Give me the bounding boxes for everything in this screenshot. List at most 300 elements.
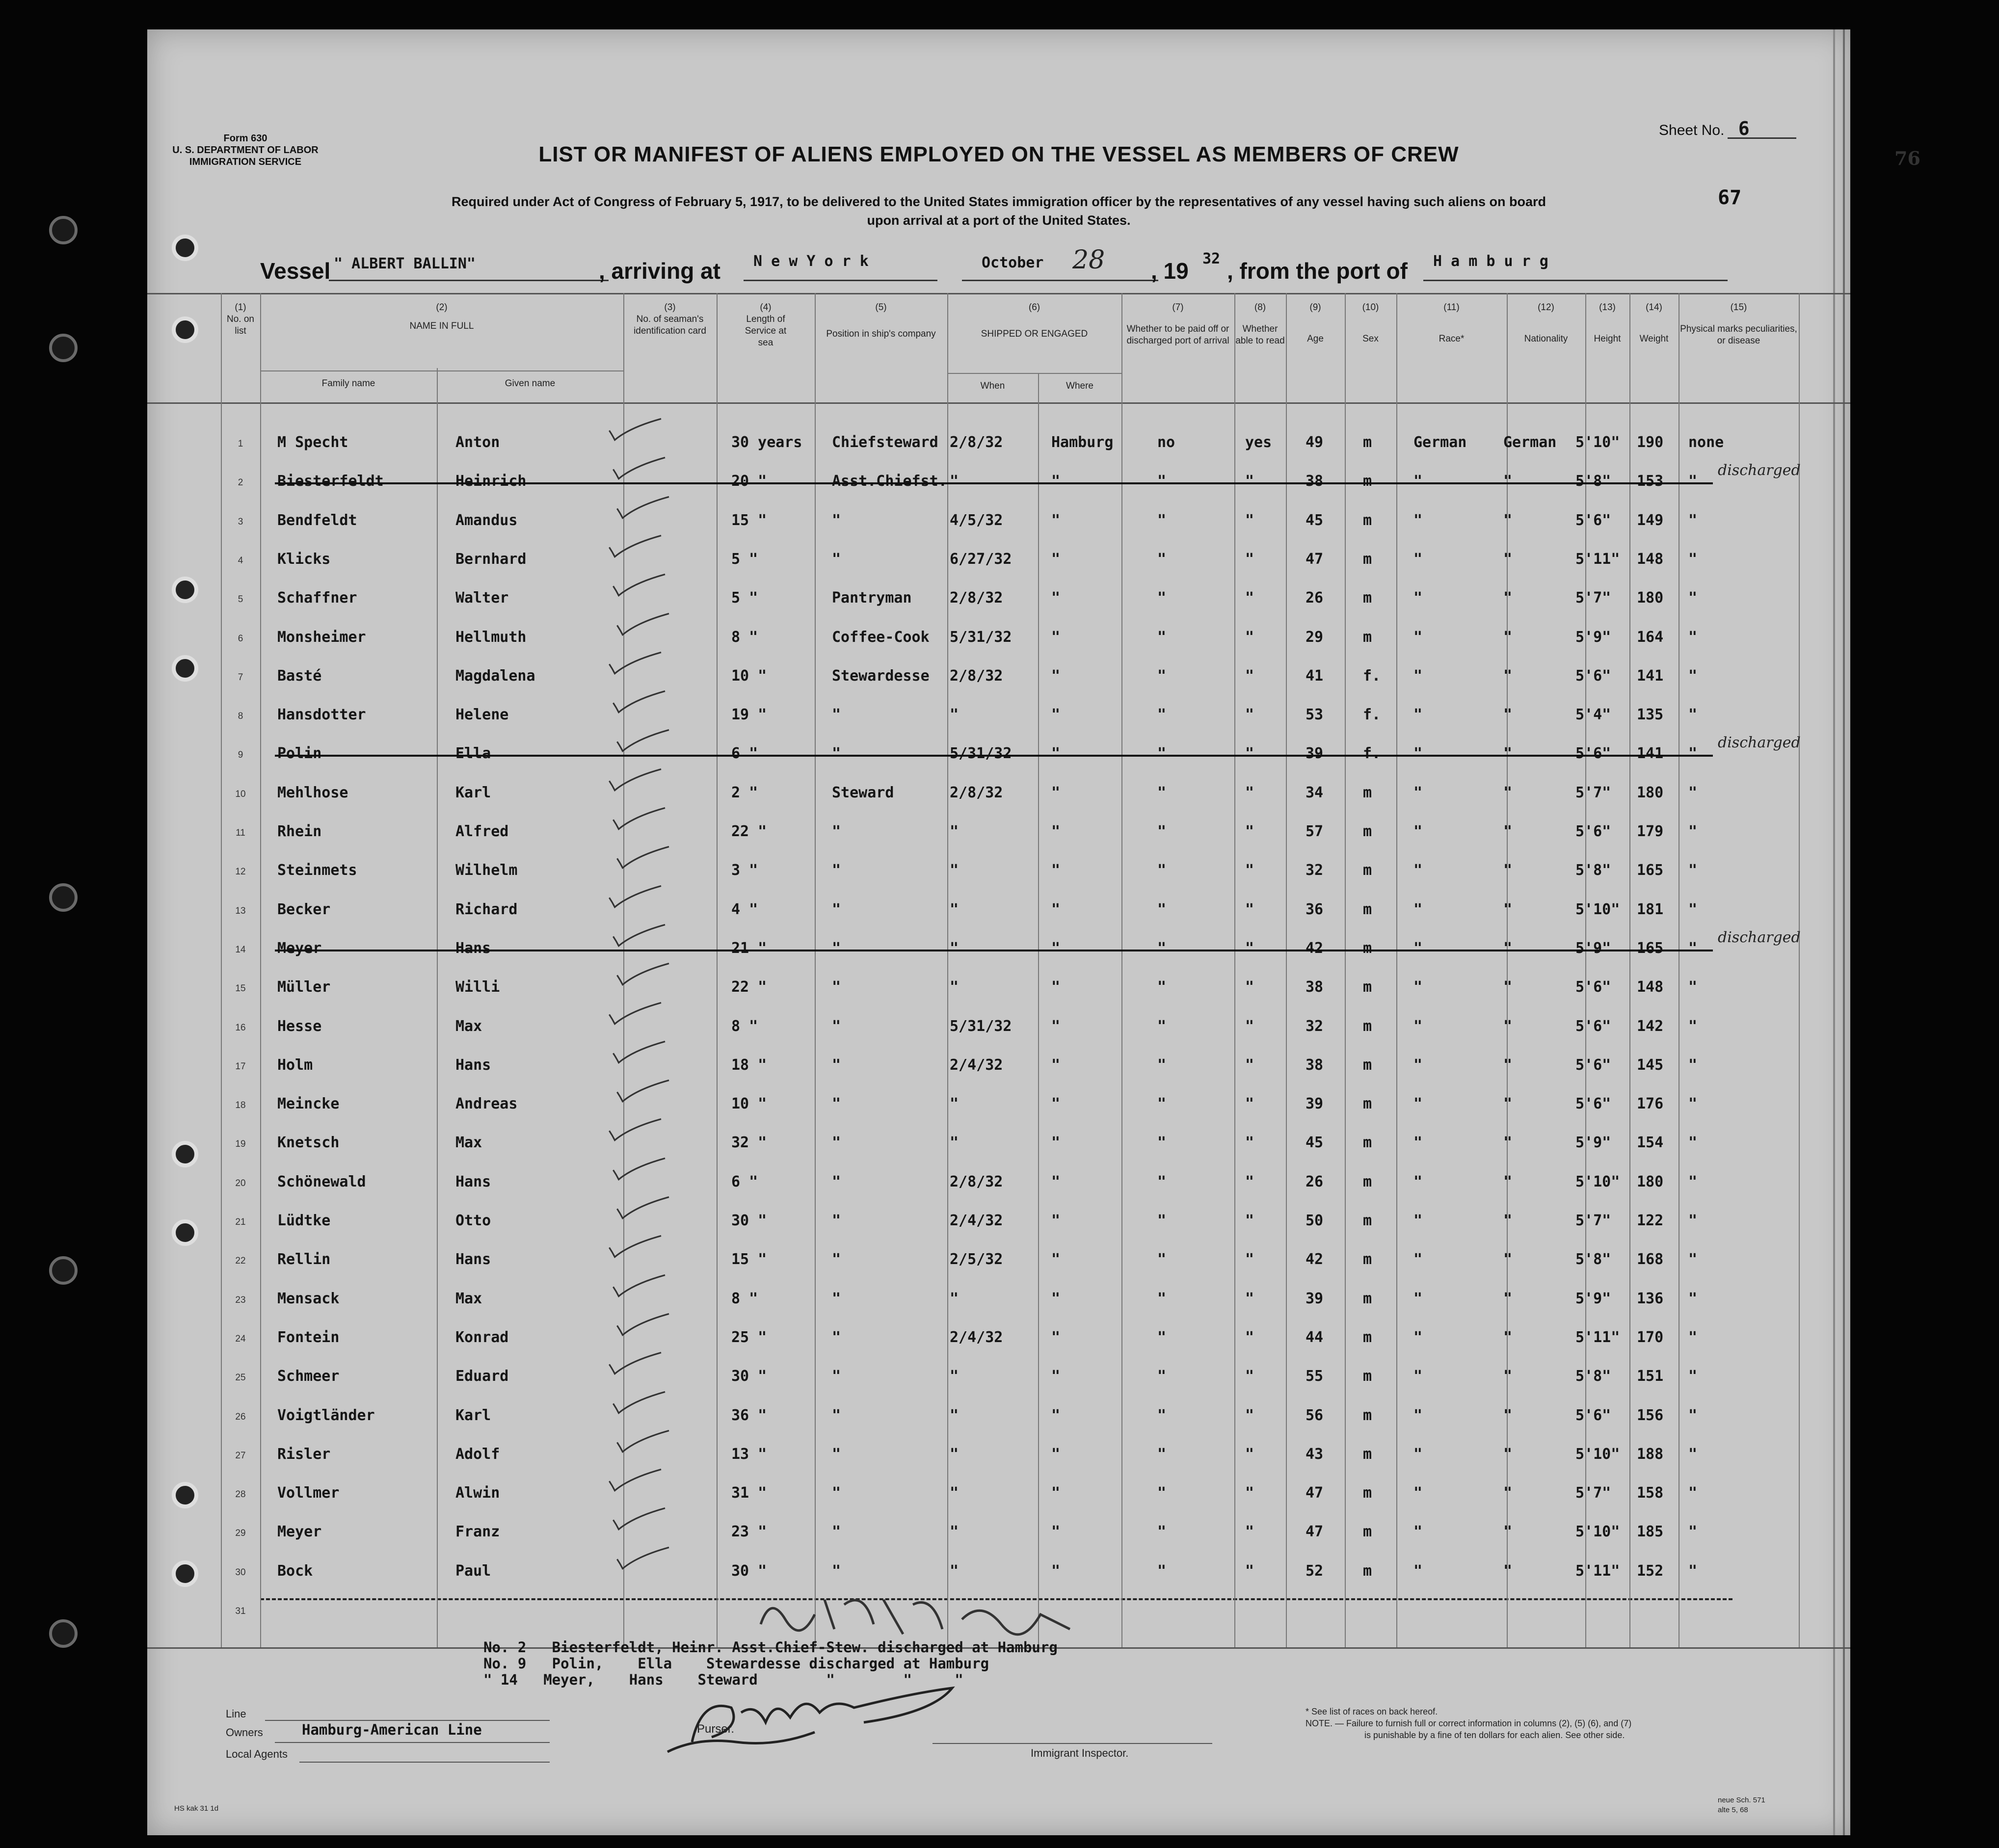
cell-service-length: 30 "	[731, 1212, 767, 1229]
cell-physical-marks: "	[1688, 1173, 1698, 1190]
cell-sex: m	[1363, 550, 1372, 568]
departure-port: H a m b u r g	[1433, 253, 1548, 270]
cell-race: "	[1413, 1445, 1423, 1463]
cell-shipped-where: "	[1051, 1328, 1061, 1346]
cell-able-to-read: "	[1245, 862, 1254, 879]
cell-given-name: Willi	[455, 978, 500, 996]
binder-hole	[49, 216, 78, 244]
cell-given-name: Hans	[455, 1251, 491, 1268]
cell-race: "	[1413, 1484, 1423, 1502]
cell-family-name: Bendfeldt	[277, 511, 357, 529]
cell-sex: m	[1363, 1134, 1372, 1152]
cell-shipped-where: "	[1051, 823, 1061, 840]
page-stamp: 67	[1718, 186, 1742, 209]
cell-family-name: Schaffner	[277, 589, 357, 607]
cell-nationality: "	[1503, 628, 1513, 646]
cell-position: Asst.Chiefst.	[832, 473, 947, 490]
cell-nationality: "	[1503, 862, 1513, 879]
cell-given-name: Hans	[455, 1056, 491, 1074]
cell-age: 42	[1306, 939, 1324, 957]
binder-hole	[49, 1256, 78, 1285]
corner-note: neue Sch. 571	[1718, 1796, 1765, 1804]
cell-age: 43	[1306, 1445, 1324, 1463]
cell-height: 5'6"	[1575, 1095, 1611, 1113]
cell-shipped-when: "	[950, 862, 959, 879]
col-divider	[815, 293, 816, 1647]
cell-able-to-read: "	[1245, 473, 1254, 490]
corner-note: alte 5, 68	[1718, 1806, 1748, 1814]
check-mark-icon	[606, 765, 665, 794]
cell-able-to-read: "	[1245, 1445, 1254, 1463]
sheet-number-block	[1659, 118, 1750, 139]
col-divider	[1286, 293, 1287, 1647]
inspector-underline	[933, 1743, 1212, 1744]
cell-able-to-read: "	[1245, 939, 1254, 957]
cell-position: "	[832, 1328, 841, 1346]
cell-row-number: 30	[235, 1567, 246, 1578]
cell-paid-off: "	[1157, 1251, 1167, 1268]
cell-given-name: Otto	[455, 1212, 491, 1229]
cell-able-to-read: "	[1245, 745, 1254, 763]
cell-sex: m	[1363, 1328, 1372, 1346]
cell-shipped-where: "	[1051, 1290, 1061, 1307]
cell-able-to-read: "	[1245, 1017, 1254, 1035]
cell-age: 39	[1306, 1290, 1324, 1307]
port-label: , from the port of	[1227, 258, 1408, 284]
cell-position: Chiefsteward	[832, 434, 938, 451]
cell-shipped-when: 4/5/32	[950, 511, 1003, 529]
arriving-port: N e w Y o r k	[753, 253, 869, 270]
cell-height: 5'6"	[1575, 1406, 1611, 1424]
cell-sex: m	[1363, 1017, 1372, 1035]
cell-family-name: M Specht	[277, 434, 348, 451]
cell-weight: 190	[1637, 434, 1664, 451]
cell-able-to-read: "	[1245, 1212, 1254, 1229]
cell-able-to-read: "	[1245, 978, 1254, 996]
cell-shipped-where: "	[1051, 550, 1061, 568]
cell-age: 57	[1306, 823, 1324, 840]
col-header-family: Family name	[321, 378, 375, 389]
col-divider	[1396, 293, 1397, 1647]
cell-family-name: Bock	[277, 1562, 313, 1580]
check-mark-icon	[610, 1504, 669, 1533]
discharge-note: No. 9 Polin, Ella Stewardesse discharged at Hamburg	[483, 1655, 989, 1672]
cell-race: "	[1413, 978, 1423, 996]
cell-paid-off: "	[1157, 1056, 1167, 1074]
cell-shipped-where: "	[1051, 473, 1061, 490]
col-header-height: (13) Height	[1594, 302, 1621, 344]
cell-nationality: "	[1503, 900, 1513, 918]
cell-family-name: Hesse	[277, 1017, 322, 1035]
cell-position: "	[832, 978, 841, 996]
cell-given-name: Konrad	[455, 1328, 509, 1346]
cell-service-length: 2 "	[731, 784, 758, 801]
cell-race: "	[1413, 1562, 1423, 1580]
cell-weight: 176	[1637, 1095, 1664, 1113]
page-edge	[1833, 29, 1835, 1835]
ring-reinforcement	[172, 1219, 198, 1246]
arrival-day: 28	[1072, 245, 1105, 275]
cell-height: 5'6"	[1575, 978, 1611, 996]
cell-weight: 135	[1637, 706, 1664, 724]
cell-physical-marks: "	[1688, 473, 1698, 490]
cell-shipped-when: "	[950, 1406, 959, 1424]
cell-weight: 154	[1637, 1134, 1664, 1152]
cell-family-name: Becker	[277, 900, 331, 918]
handwritten-discharged-note: discharged	[1718, 462, 1801, 479]
cell-row-number: 2	[238, 477, 243, 488]
sheet-label: Sheet No.	[1659, 122, 1725, 138]
cell-service-length: 31 "	[731, 1484, 767, 1502]
cell-shipped-when: "	[950, 473, 959, 490]
cell-physical-marks: "	[1688, 511, 1698, 529]
cell-physical-marks: "	[1688, 1562, 1698, 1580]
cell-race: "	[1413, 784, 1423, 801]
vessel-label: Vessel	[260, 258, 331, 284]
penalty-note: NOTE. — Failure to furnish full or correct information in columns (2), (5) (6), and (7)	[1306, 1718, 1632, 1728]
cell-able-to-read: "	[1245, 1173, 1254, 1190]
cell-family-name: Schönewald	[277, 1173, 366, 1190]
cell-height: 5'9"	[1575, 628, 1611, 646]
cell-able-to-read: "	[1245, 1406, 1254, 1424]
col-header-race: (11) Race*	[1439, 302, 1465, 344]
cell-height: 5'6"	[1575, 1017, 1611, 1035]
cell-paid-off: "	[1157, 1368, 1167, 1385]
cell-paid-off: "	[1157, 1328, 1167, 1346]
cell-paid-off: no	[1157, 434, 1175, 451]
cell-height: 5'11"	[1575, 1562, 1620, 1580]
cell-shipped-when: 2/4/32	[950, 1056, 1003, 1074]
cell-physical-marks: "	[1688, 667, 1698, 685]
purser-signature	[658, 1678, 972, 1762]
cell-height: 5'6"	[1575, 823, 1611, 840]
cell-weight: 153	[1637, 473, 1664, 490]
cell-physical-marks: "	[1688, 1406, 1698, 1424]
ring-reinforcement	[172, 577, 198, 603]
cell-shipped-when: 2/4/32	[950, 1328, 1003, 1346]
cell-given-name: Adolf	[455, 1445, 500, 1463]
cell-height: 5'4"	[1575, 706, 1611, 724]
cell-position: "	[832, 939, 841, 957]
col-header-age: (9) Age	[1307, 302, 1324, 344]
cell-row-number: 20	[235, 1178, 246, 1188]
cell-race: "	[1413, 473, 1423, 490]
cell-paid-off: "	[1157, 1562, 1167, 1580]
cell-sex: m	[1363, 862, 1372, 879]
cell-row-number: 23	[235, 1294, 246, 1305]
line-label: Line	[226, 1708, 246, 1720]
cell-paid-off: "	[1157, 939, 1167, 957]
cell-nationality: "	[1503, 823, 1513, 840]
binder-hole	[49, 1619, 78, 1648]
cell-nationality: "	[1503, 589, 1513, 607]
cell-race: "	[1413, 667, 1423, 685]
cell-weight: 152	[1637, 1562, 1664, 1580]
cell-row-number: 21	[235, 1217, 246, 1227]
cell-physical-marks: "	[1688, 1290, 1698, 1307]
cell-position: Steward	[832, 784, 894, 801]
cell-shipped-when: "	[950, 1095, 959, 1113]
cell-able-to-read: "	[1245, 1134, 1254, 1152]
cell-sex: f.	[1363, 706, 1381, 724]
cell-physical-marks: none	[1688, 434, 1724, 451]
cell-physical-marks: "	[1688, 628, 1698, 646]
cell-shipped-when: "	[950, 706, 959, 724]
cell-shipped-where: "	[1051, 1523, 1061, 1541]
cell-sex: m	[1363, 1290, 1372, 1307]
col-header-where: Where	[1066, 381, 1093, 391]
cell-sex: m	[1363, 434, 1372, 451]
cell-position: "	[832, 1134, 841, 1152]
cell-age: 29	[1306, 628, 1324, 646]
cell-physical-marks: "	[1688, 1328, 1698, 1346]
cell-position: "	[832, 1445, 841, 1463]
cell-shipped-where: "	[1051, 1368, 1061, 1385]
cell-service-length: 8 "	[731, 628, 758, 646]
cell-family-name: Mehlhose	[277, 784, 348, 801]
cell-race: "	[1413, 589, 1423, 607]
cell-position: Pantryman	[832, 589, 912, 607]
discharge-note: " 14 Meyer, Hans Steward " " "	[483, 1671, 963, 1688]
cell-service-length: 5 "	[731, 589, 758, 607]
cell-given-name: Magdalena	[455, 667, 535, 685]
cell-shipped-where: "	[1051, 667, 1061, 685]
cell-able-to-read: "	[1245, 1290, 1254, 1307]
cell-position: Coffee-Cook	[832, 628, 930, 646]
cell-shipped-where: "	[1051, 862, 1061, 879]
cell-physical-marks: "	[1688, 1134, 1698, 1152]
check-mark-icon	[614, 843, 673, 872]
cell-position: "	[832, 1523, 841, 1541]
cell-physical-marks: "	[1688, 862, 1698, 879]
cell-family-name: Schmeer	[277, 1368, 340, 1385]
cell-age: 55	[1306, 1368, 1324, 1385]
cell-nationality: "	[1503, 706, 1513, 724]
col-header-read: (8) Whether able to read	[1235, 302, 1285, 346]
cell-shipped-where: "	[1051, 939, 1061, 957]
cell-physical-marks: "	[1688, 823, 1698, 840]
cell-given-name: Walter	[455, 589, 509, 607]
cell-row-number: 28	[235, 1489, 246, 1500]
cell-physical-marks: "	[1688, 1523, 1698, 1541]
cell-physical-marks: "	[1688, 900, 1698, 918]
cell-service-length: 25 "	[731, 1328, 767, 1346]
cell-given-name: Alwin	[455, 1484, 500, 1502]
ring-reinforcement	[172, 317, 198, 343]
cell-service-length: 13 "	[731, 1445, 767, 1463]
col-header-id-card: (3) No. of seaman's identification card	[634, 302, 706, 336]
cell-row-number: 4	[238, 555, 243, 566]
cell-able-to-read: "	[1245, 1056, 1254, 1074]
cell-row-number: 22	[235, 1256, 246, 1267]
owners-value: Hamburg-American Line	[302, 1721, 482, 1738]
cell-weight: 156	[1637, 1406, 1664, 1424]
cell-weight: 165	[1637, 862, 1664, 879]
cell-physical-marks: "	[1688, 1212, 1698, 1229]
cell-shipped-where: "	[1051, 784, 1061, 801]
cell-able-to-read: "	[1245, 1368, 1254, 1385]
cell-weight: 141	[1637, 667, 1664, 685]
strike-through-line	[275, 482, 1713, 484]
cell-row-number: 15	[235, 983, 246, 994]
cell-service-length: 23 "	[731, 1523, 767, 1541]
cell-physical-marks: "	[1688, 550, 1698, 568]
cell-row-number: 14	[235, 944, 246, 955]
check-mark-icon	[614, 959, 673, 989]
cell-paid-off: "	[1157, 1406, 1167, 1424]
cell-weight: 158	[1637, 1484, 1664, 1502]
department-name: U. S. DEPARTMENT OF LABOR	[172, 145, 319, 156]
col-header-marks: (15) Physical marks peculiarities, or disease	[1680, 302, 1797, 346]
col-divider	[1234, 293, 1235, 1647]
cell-height: 5'10"	[1575, 900, 1620, 918]
service-name: IMMIGRATION SERVICE	[189, 157, 302, 167]
cell-height: 5'9"	[1575, 1290, 1611, 1307]
cell-physical-marks: "	[1688, 589, 1698, 607]
cell-position: "	[832, 745, 841, 763]
cell-position: "	[832, 900, 841, 918]
cell-shipped-where: "	[1051, 511, 1061, 529]
cell-position: "	[832, 1290, 841, 1307]
owners-label: Owners	[226, 1726, 263, 1739]
cell-service-length: 20 "	[731, 473, 767, 490]
cell-physical-marks: "	[1688, 706, 1698, 724]
cell-service-length: 8 "	[731, 1290, 758, 1307]
cell-position: "	[832, 1173, 841, 1190]
cell-weight: 142	[1637, 1017, 1664, 1035]
cell-race: "	[1413, 1173, 1423, 1190]
col-header-paid-off: (7) Whether to be paid off or discharged port of arrival	[1126, 302, 1229, 346]
col-header-no: (1) No. on list	[227, 302, 254, 336]
cell-shipped-when: 5/31/32	[950, 1017, 1012, 1035]
cell-row-number: 10	[235, 789, 246, 799]
cell-height: 5'8"	[1575, 862, 1611, 879]
cell-paid-off: "	[1157, 862, 1167, 879]
cell-row-number: 24	[235, 1333, 246, 1344]
purser-label: Purser.	[697, 1722, 735, 1736]
check-mark-icon	[610, 1037, 669, 1067]
col-divider	[1799, 293, 1800, 1647]
cell-weight: 136	[1637, 1290, 1664, 1307]
cell-row-number: 29	[235, 1528, 246, 1539]
cell-height: 5'6"	[1575, 511, 1611, 529]
cell-race: "	[1413, 1017, 1423, 1035]
cell-nationality: "	[1503, 1056, 1513, 1074]
cell-able-to-read: "	[1245, 550, 1254, 568]
cell-age: 38	[1306, 473, 1324, 490]
cell-shipped-where: "	[1051, 706, 1061, 724]
cell-height: 5'8"	[1575, 1251, 1611, 1268]
cell-nationality: "	[1503, 1368, 1513, 1385]
cell-paid-off: "	[1157, 1095, 1167, 1113]
port-underline	[1423, 280, 1728, 281]
col-header-service: (4) Length of Service at sea	[745, 302, 787, 348]
col-divider	[717, 293, 718, 1647]
cell-shipped-where: "	[1051, 1017, 1061, 1035]
cell-position: Stewardesse	[832, 667, 930, 685]
cell-height: 5'6"	[1575, 1056, 1611, 1074]
cell-position: "	[832, 550, 841, 568]
cell-family-name: Mensack	[277, 1290, 340, 1307]
cell-weight: 165	[1637, 939, 1664, 957]
col-divider	[1585, 293, 1586, 1647]
cell-age: 38	[1306, 978, 1324, 996]
cell-given-name: Karl	[455, 784, 491, 801]
local-agents-label: Local Agents	[226, 1748, 288, 1760]
cell-height: 5'6"	[1575, 667, 1611, 685]
cell-height: 5'7"	[1575, 784, 1611, 801]
vessel-underline	[329, 280, 609, 281]
cell-sex: m	[1363, 823, 1372, 840]
cell-row-number: 13	[235, 905, 246, 916]
cell-shipped-when: "	[950, 1523, 959, 1541]
cell-nationality: "	[1503, 1484, 1513, 1502]
cell-sex: m	[1363, 473, 1372, 490]
cell-physical-marks: "	[1688, 978, 1698, 996]
check-mark-icon	[614, 726, 673, 755]
cell-given-name: Richard	[455, 900, 518, 918]
cell-race: "	[1413, 1523, 1423, 1541]
cell-height: 5'10"	[1575, 1173, 1620, 1190]
cell-given-name: Bernhard	[455, 550, 527, 568]
cell-family-name: Steinmets	[277, 862, 357, 879]
cell-race: "	[1413, 823, 1423, 840]
binder-hole	[49, 883, 78, 912]
cell-shipped-where: "	[1051, 1095, 1061, 1113]
cell-height: 5'7"	[1575, 1212, 1611, 1229]
cell-shipped-where: "	[1051, 978, 1061, 996]
name-subheader-rule	[260, 370, 623, 371]
col-divider	[1507, 293, 1508, 1647]
check-mark-icon	[606, 1465, 665, 1495]
cell-shipped-when: "	[950, 823, 959, 840]
cell-shipped-when: "	[950, 1290, 959, 1307]
cell-service-length: 21 "	[731, 939, 767, 957]
arrival-year: 32	[1202, 250, 1221, 267]
cell-height: 5'11"	[1575, 550, 1620, 568]
cell-position: "	[832, 1484, 841, 1502]
sheet-underline	[1728, 137, 1796, 139]
cell-family-name: Voigtländer	[277, 1406, 375, 1424]
cell-sex: m	[1363, 1445, 1372, 1463]
cell-nationality: "	[1503, 1445, 1513, 1463]
cell-paid-off: "	[1157, 1173, 1167, 1190]
check-mark-icon	[614, 1543, 673, 1573]
owners-underline	[275, 1742, 550, 1743]
cell-age: 47	[1306, 1523, 1324, 1541]
cell-physical-marks: "	[1688, 939, 1698, 957]
cell-family-name: Risler	[277, 1445, 331, 1463]
ring-reinforcement	[172, 1560, 198, 1587]
form-number: Form 630	[223, 133, 267, 144]
cell-sex: m	[1363, 784, 1372, 801]
table-header-rule	[147, 402, 1850, 404]
cell-given-name: Alfred	[455, 823, 509, 840]
cell-family-name: Fontein	[277, 1328, 340, 1346]
cell-position: "	[832, 862, 841, 879]
cell-shipped-where: "	[1051, 1445, 1061, 1463]
check-mark-icon	[606, 415, 665, 444]
cell-weight: 164	[1637, 628, 1664, 646]
cell-age: 53	[1306, 706, 1324, 724]
cell-service-length: 30 "	[731, 1562, 767, 1580]
cell-shipped-when: 2/8/32	[950, 784, 1003, 801]
cell-given-name: Hans	[455, 1173, 491, 1190]
cell-row-number: 6	[238, 633, 243, 644]
check-mark-icon	[606, 531, 665, 561]
cell-service-length: 4 "	[731, 900, 758, 918]
cell-shipped-where: "	[1051, 589, 1061, 607]
